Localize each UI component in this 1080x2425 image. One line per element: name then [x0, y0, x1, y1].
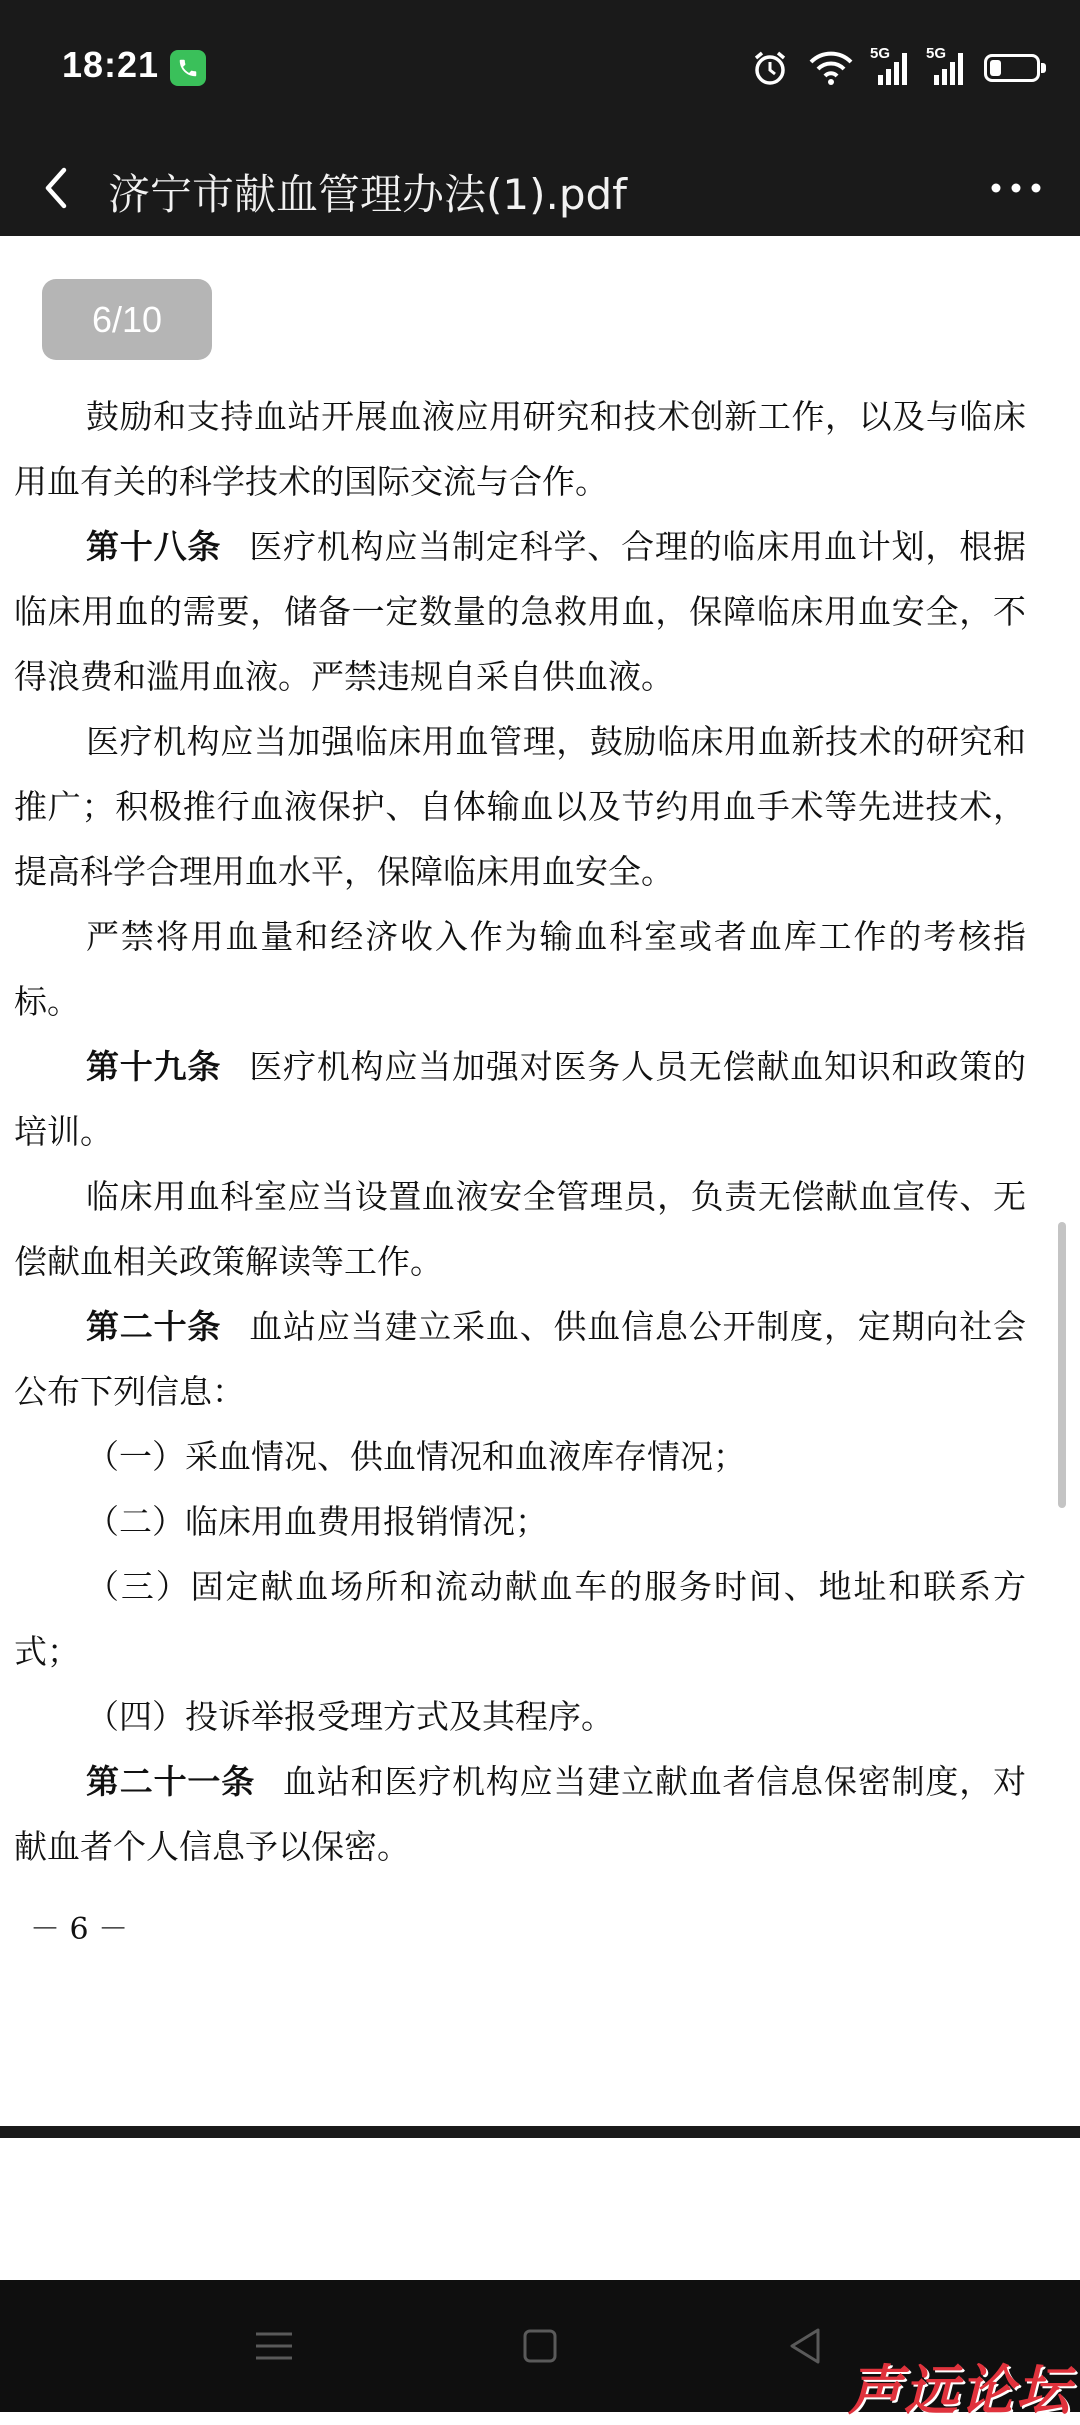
- home-icon[interactable]: [512, 2318, 568, 2374]
- article-text: 医疗机构应当制定科学、合理的临床用血计划，根据临床用血的需要，储备一定数量的急救用血，保障临床用血安全，不得浪费和滥用血液。严禁违规自采自供血液。: [14, 527, 1027, 696]
- back-arrow-icon[interactable]: [34, 164, 82, 212]
- article-heading: 第二十一条: [86, 1762, 256, 1801]
- paragraph: 严禁将用血量和经济收入作为输血科室或者血库工作的考核指标。: [14, 917, 1026, 1021]
- app-bar: [0, 140, 1080, 236]
- article-19: [14, 1034, 1026, 1164]
- alarm-icon: [750, 48, 790, 88]
- paragraph: 鼓励和支持血站开展血液应用研究和技术创新工作，以及与临床用血有关的科学技术的国际交流与合作。: [14, 397, 1026, 501]
- page-number: － 6 －: [30, 1912, 129, 1947]
- article-21: [14, 1749, 1026, 1879]
- article-heading: 第十九条: [86, 1047, 222, 1086]
- article-heading: 第十八条: [86, 527, 222, 566]
- article-text: 血站应当建立采血、供血信息公开制度，定期向社会公布下列信息：: [14, 1307, 1027, 1411]
- document-text: [14, 384, 1026, 1879]
- paragraph: 临床用血科室应当设置血液安全管理员，负责无偿献血宣传、无偿献血相关政策解读等工作。: [14, 1177, 1026, 1281]
- article-20: [14, 1294, 1026, 1424]
- article-text: 血站和医疗机构应当建立献血者信息保密制度，对献血者个人信息予以保密。: [14, 1762, 1027, 1866]
- status-icons: [750, 46, 1040, 90]
- cellular-signal-icon-2: [926, 45, 966, 87]
- article-heading: 第二十条: [86, 1307, 222, 1346]
- cellular-signal-icon-1: [870, 45, 910, 87]
- list-item: （四）投诉举报受理方式及其程序。: [86, 1697, 614, 1736]
- article-18: [14, 514, 1026, 709]
- pdf-page[interactable]: [0, 236, 1080, 2126]
- page-divider: [0, 2126, 1080, 2138]
- menu-icon[interactable]: [246, 2318, 302, 2374]
- paragraph: 医疗机构应当加强临床用血管理，鼓励临床用血新技术的研究和推广；积极推行血液保护、自体输血以及节约用血手术等先进技术，提高科学合理用血水平，保障临床用血安全。: [14, 722, 1026, 891]
- status-time: 18:21: [62, 44, 160, 85]
- network-type-label: 5G: [870, 45, 891, 62]
- forum-watermark-logo: 声远论坛: [848, 2359, 1072, 2422]
- network-type-label: 5G: [926, 45, 947, 62]
- wifi-icon: [808, 49, 854, 87]
- scrollbar[interactable]: [1058, 1222, 1066, 1508]
- phone-call-icon[interactable]: [170, 50, 206, 86]
- list-item: （二）临床用血费用报销情况；: [86, 1502, 548, 1541]
- list-item: （一）采血情况、供血情况和血液库存情况；: [86, 1437, 746, 1476]
- back-triangle-icon[interactable]: [778, 2318, 834, 2374]
- page-indicator: 6/10: [42, 279, 212, 360]
- status-bar: [0, 0, 1080, 140]
- document-title: 济宁市献血管理办法(1).pdf: [108, 170, 627, 219]
- battery-icon: [984, 54, 1040, 82]
- article-text: 医疗机构应当加强对医务人员无偿献血知识和政策的培训。: [14, 1047, 1027, 1151]
- list-item: （三）固定献血场所和流动献血车的服务时间、地址和联系方式；: [14, 1567, 1026, 1671]
- battery-level: [990, 60, 1001, 76]
- more-options-icon[interactable]: [988, 170, 1044, 206]
